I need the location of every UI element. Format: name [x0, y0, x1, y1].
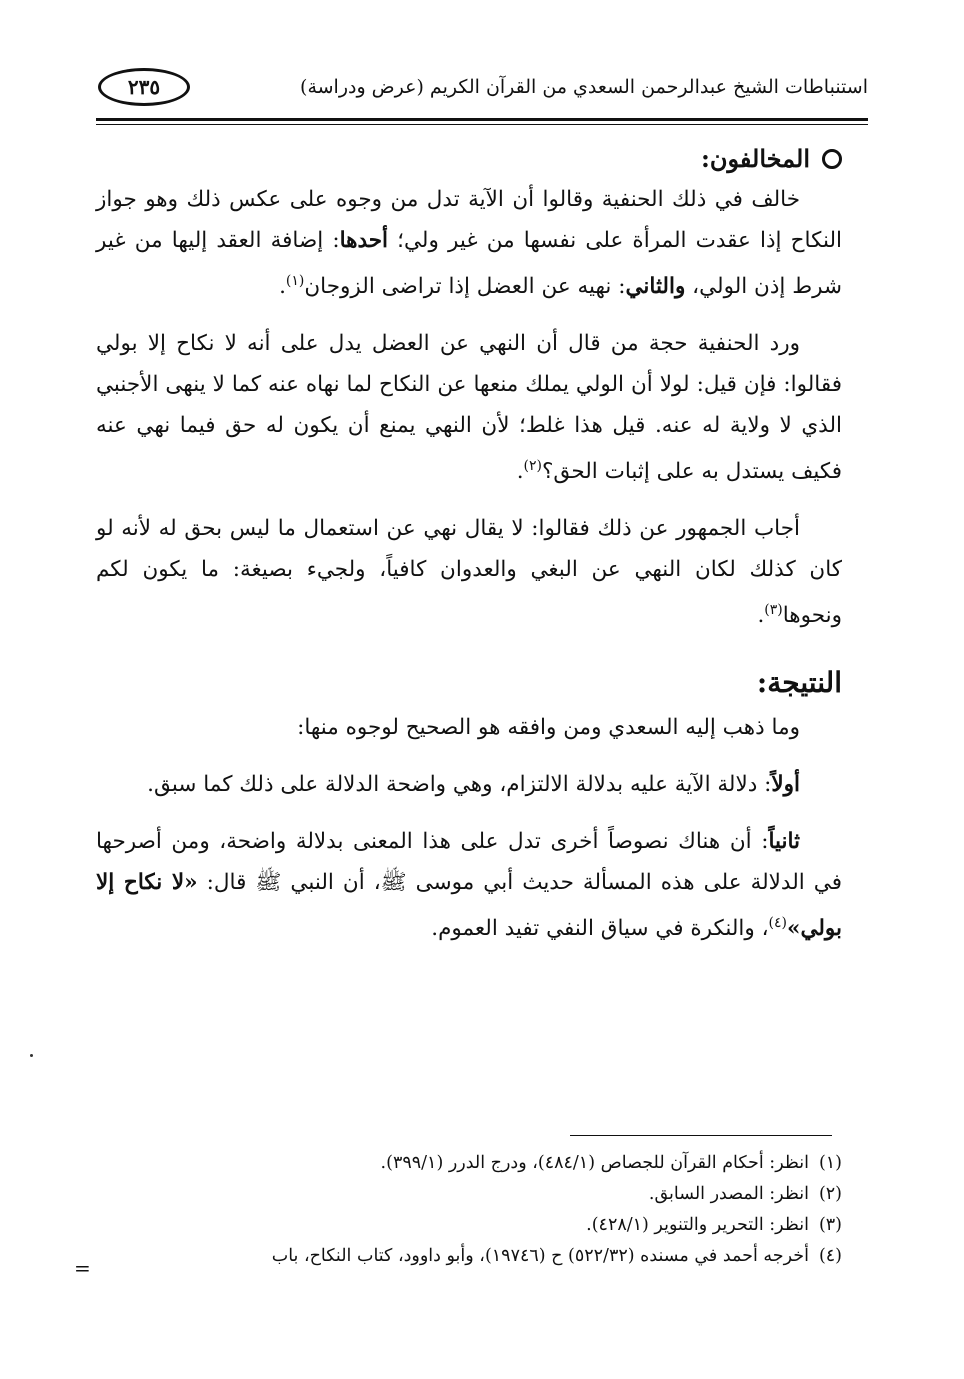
text-run: : أن هناك نصوصاً أخرى تدل على هذا المعنى بدلالة واضحة، ومن أصرحها في الدلالة على هذه المسألة حديث أبي موسى ﷺ، أن النبي ﷺ قال: [96, 829, 842, 896]
continuation-mark: = [74, 1256, 91, 1280]
circle-bullet-icon [822, 149, 842, 169]
footnotes [86, 1148, 842, 1272]
footnote-number: (١) [818, 1153, 842, 1173]
footnote-number: (٤) [818, 1246, 842, 1266]
footnote-ref-4[interactable]: (٤) [768, 915, 787, 932]
bold-term-second: والثاني [625, 274, 686, 300]
text-run: . [757, 603, 765, 629]
footnote-separator [570, 1135, 832, 1136]
paragraph-first-reason [96, 764, 842, 805]
footnote-2 [86, 1179, 842, 1210]
bold-term-first: أحدها [339, 228, 389, 253]
text-run: أجاب الجمهور عن ذلك فقالوا: لا يقال نهي عن استعمال ما ليس بحق له لأنه لو كان كذلك لكان النهي عن البغي والعدوان كافياً، ولجيء بصيغة: ما يكون لكم ونحوها [96, 516, 842, 629]
footnote-number: (٢) [818, 1184, 842, 1204]
first-label: أولاً [771, 772, 800, 798]
hadith-quote: «لا نكاح إلا بولي» [96, 870, 842, 942]
result-heading: النتيجة: [756, 666, 842, 700]
header-rule-thick [96, 118, 868, 121]
text-run: ورد الحنفية حجة من قال أن النهي عن العضل يدل على أنه لا نكاح إلا بولي فقالوا: فإن قيل: لولا أن الولي يملك منعها عن النكاح لما نهاه عنه كما لا ينهى الأجنبي الذي لا ولاية له عنه. قيل هذا غلط؛ لأن النهي يمنع أن يكون له حق فيما نهي عنه فكيف يستدل به على إثبات الحق؟ [96, 331, 842, 485]
opponents-heading [96, 144, 842, 173]
footnote-text: أخرجه أحمد في مسنده (٥٢٢/٣٢) ح (١٩٧٤٦)، وأبو داوود، كتاب النكاح، باب [271, 1246, 809, 1266]
footnote-ref-2[interactable]: (٢) [523, 458, 543, 475]
second-label: ثانياً [768, 829, 800, 855]
scan-speck [30, 1054, 33, 1057]
footnote-ref-1[interactable]: (١) [285, 273, 305, 289]
footnote-text: انظر: المصدر السابق. [648, 1184, 809, 1204]
header-rule-thin [96, 124, 868, 125]
paragraph-second-reason [96, 821, 842, 949]
text-run: . [279, 274, 286, 300]
footnote-number: (٣) [818, 1215, 842, 1235]
opponents-heading-text: المخالفون: [701, 144, 810, 173]
text-run: : دلالة الآية عليه بدلالة الالتزام، وهي واضحة الدلالة على ذلك كما سبق. [147, 772, 772, 798]
paragraph-majority-answer [96, 508, 842, 636]
footnote-3 [86, 1210, 842, 1241]
footnote-4 [86, 1241, 842, 1272]
paragraph-hanafi-rebuttal [96, 323, 842, 492]
running-title: استنباطات الشيخ عبدالرحمن السعدي من القرآن الكريم (عرض ودراسة) [300, 76, 868, 98]
footnote-text: انظر: أحكام القرآن للجصاص (٤٨٤/١)، ودرج الدرر (٣٩٩/١). [380, 1153, 809, 1173]
page-body [96, 140, 842, 966]
text-run: . [516, 459, 524, 485]
footnote-1 [86, 1148, 842, 1179]
footnote-ref-3[interactable]: (٣) [764, 602, 783, 619]
text-run: : نهيه عن العضل إذا تراضى الزوجان [304, 274, 626, 300]
paragraph-hanafi-view [96, 179, 842, 307]
text-run: : إضافة العقد إليها من غير شرط إذن الولي، [96, 228, 842, 300]
paragraph-result-intro: وما ذهب إليه السعدي ومن وافقه هو الصحيح لوجوه منها: [297, 715, 800, 741]
page-header [96, 62, 868, 114]
text-run: خالف في ذلك الحنفية وقالوا أن الآية تدل من وجوه على عكس ذلك وهو جواز النكاح إذا عقدت المرأة على نفسها من غير ولي؛ [96, 187, 842, 253]
page-number: ٢٣٥ [98, 68, 190, 106]
text-run: ، والنكرة في سياق النفي تفيد العموم. [431, 916, 769, 942]
footnote-text: انظر: التحرير والتنوير (٤٢٨/١). [586, 1215, 809, 1235]
